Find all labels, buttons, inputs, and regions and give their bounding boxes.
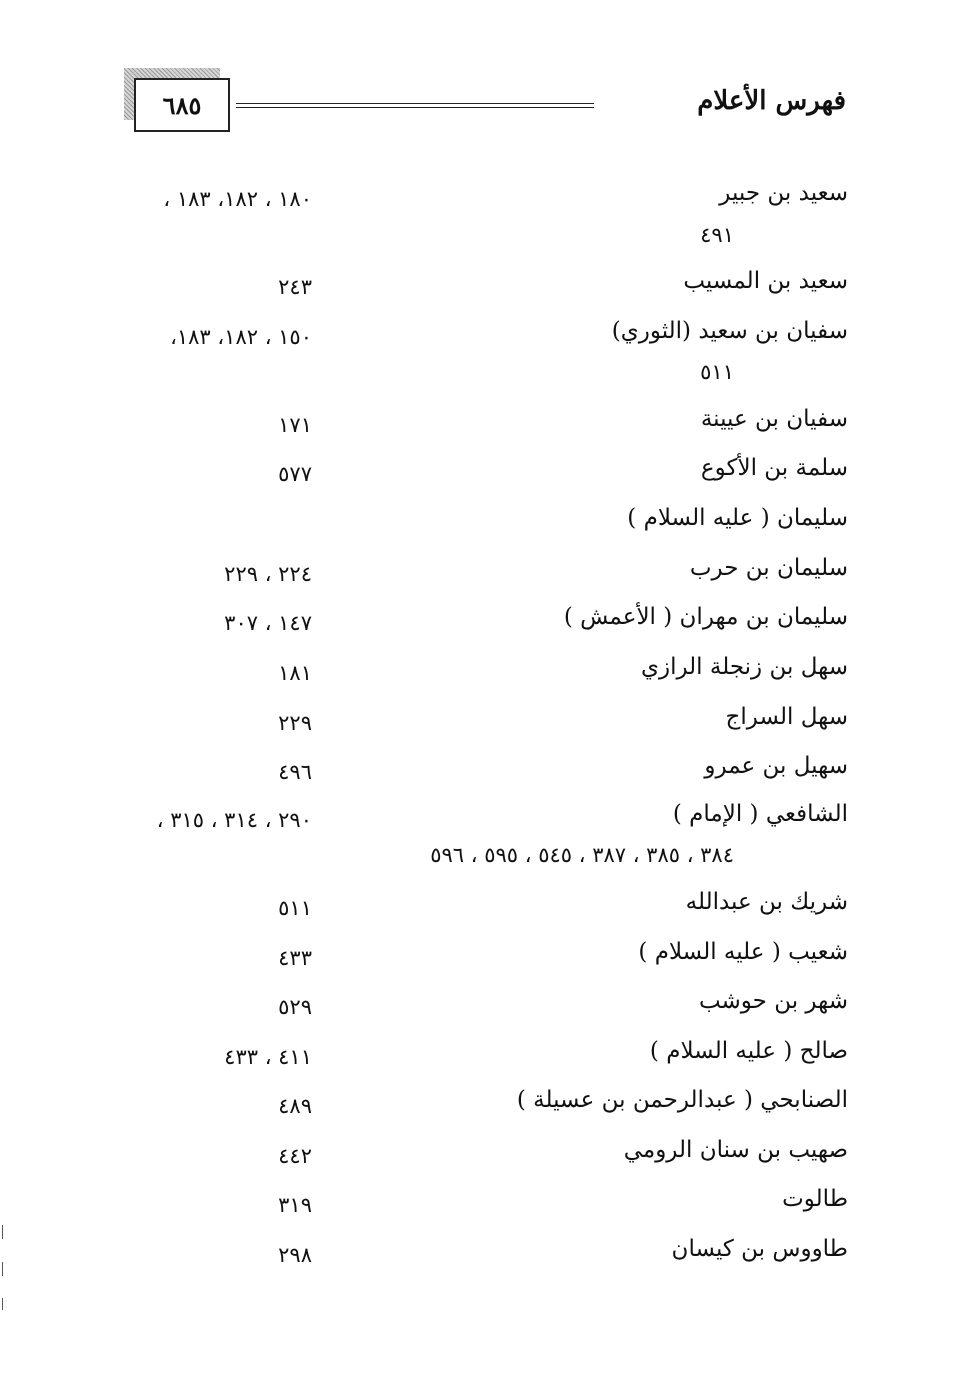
entry-name: سعيد بن جبير (719, 180, 848, 206)
entry-name: طاووس بن كيسان (671, 1236, 848, 1262)
entry-name: شريك بن عبدالله (685, 889, 848, 915)
entry-pages: ٥١١ (278, 896, 312, 920)
entry-pages: ١٥٠ ، ١٨٢، ١٨٣، (170, 325, 312, 349)
entry-pages: ٤١١ ، ٤٣٣ (224, 1045, 312, 1069)
entry-pages-continuation: ٤٩١ (700, 223, 734, 247)
entry-pages: ١٧١ (278, 413, 312, 437)
entry-pages-continuation: ٥١١ (700, 360, 734, 384)
entry-name: سليمان ( عليه السلام ) (627, 505, 848, 531)
entry-pages: ٥٧٧ (278, 462, 312, 486)
entry-name: طالوت (782, 1186, 848, 1212)
page-title: فهرس الأعلام (697, 86, 846, 116)
scan-edge-mark (2, 1298, 3, 1310)
scan-edge-mark (2, 1262, 3, 1276)
entry-pages: ١٨١ (278, 661, 312, 685)
entry-pages: ٤٣٣ (278, 946, 312, 970)
entry-pages: ٤٤٢ (278, 1144, 312, 1168)
page-number: ٦٨٥ (134, 78, 230, 132)
entry-name: صهيب بن سنان الرومي (623, 1137, 848, 1163)
entry-name: سليمان بن مهران ( الأعمش ) (563, 604, 848, 630)
entry-pages: ١٤٧ ، ٣٠٧ (224, 611, 312, 635)
entry-name: الشافعي ( الإمام ) (672, 801, 848, 827)
entry-name: سلمة بن الأكوع (700, 455, 848, 481)
entry-pages: ٣١٩ (278, 1193, 312, 1217)
entry-name: سهل السراج (725, 704, 848, 730)
entry-name: الصنابحي ( عبدالرحمن بن عسيلة ) (516, 1087, 848, 1113)
entry-pages: ٢٩٨ (278, 1243, 312, 1267)
entry-name: سليمان بن حرب (689, 555, 848, 581)
entry-pages: ٤٨٩ (278, 1094, 312, 1118)
entry-pages: ٢٢٩ (278, 711, 312, 735)
entry-pages-continuation: ٣٨٤ ، ٣٨٥ ، ٣٨٧ ، ٥٤٥ ، ٥٩٥ ، ٥٩٦ (430, 843, 734, 867)
entry-pages: ٢٩٠ ، ٣١٤ ، ٣١٥ ، (156, 808, 312, 832)
entry-name: سفيان بن عيينة (700, 406, 848, 432)
entry-pages: ٤٩٦ (278, 760, 312, 784)
entry-name: شهر بن حوشب (698, 988, 848, 1014)
entry-pages: ٥٢٩ (278, 995, 312, 1019)
entry-name: شعيب ( عليه السلام ) (638, 939, 848, 965)
entry-name: سفيان بن سعيد (الثوري) (611, 318, 848, 344)
entry-name: سهل بن زنجلة الرازي (640, 654, 848, 680)
entry-name: سعيد بن المسيب (683, 268, 848, 294)
entry-pages: ٢٢٤ ، ٢٢٩ (224, 562, 312, 586)
entry-pages: ١٨٠ ، ١٨٢، ١٨٣ ، (163, 187, 312, 211)
entry-name: صالح ( عليه السلام ) (649, 1038, 848, 1064)
entry-name: سهيل بن عمرو (704, 753, 848, 779)
entry-pages: ٢٤٣ (278, 275, 312, 299)
scan-edge-mark (2, 1225, 3, 1239)
